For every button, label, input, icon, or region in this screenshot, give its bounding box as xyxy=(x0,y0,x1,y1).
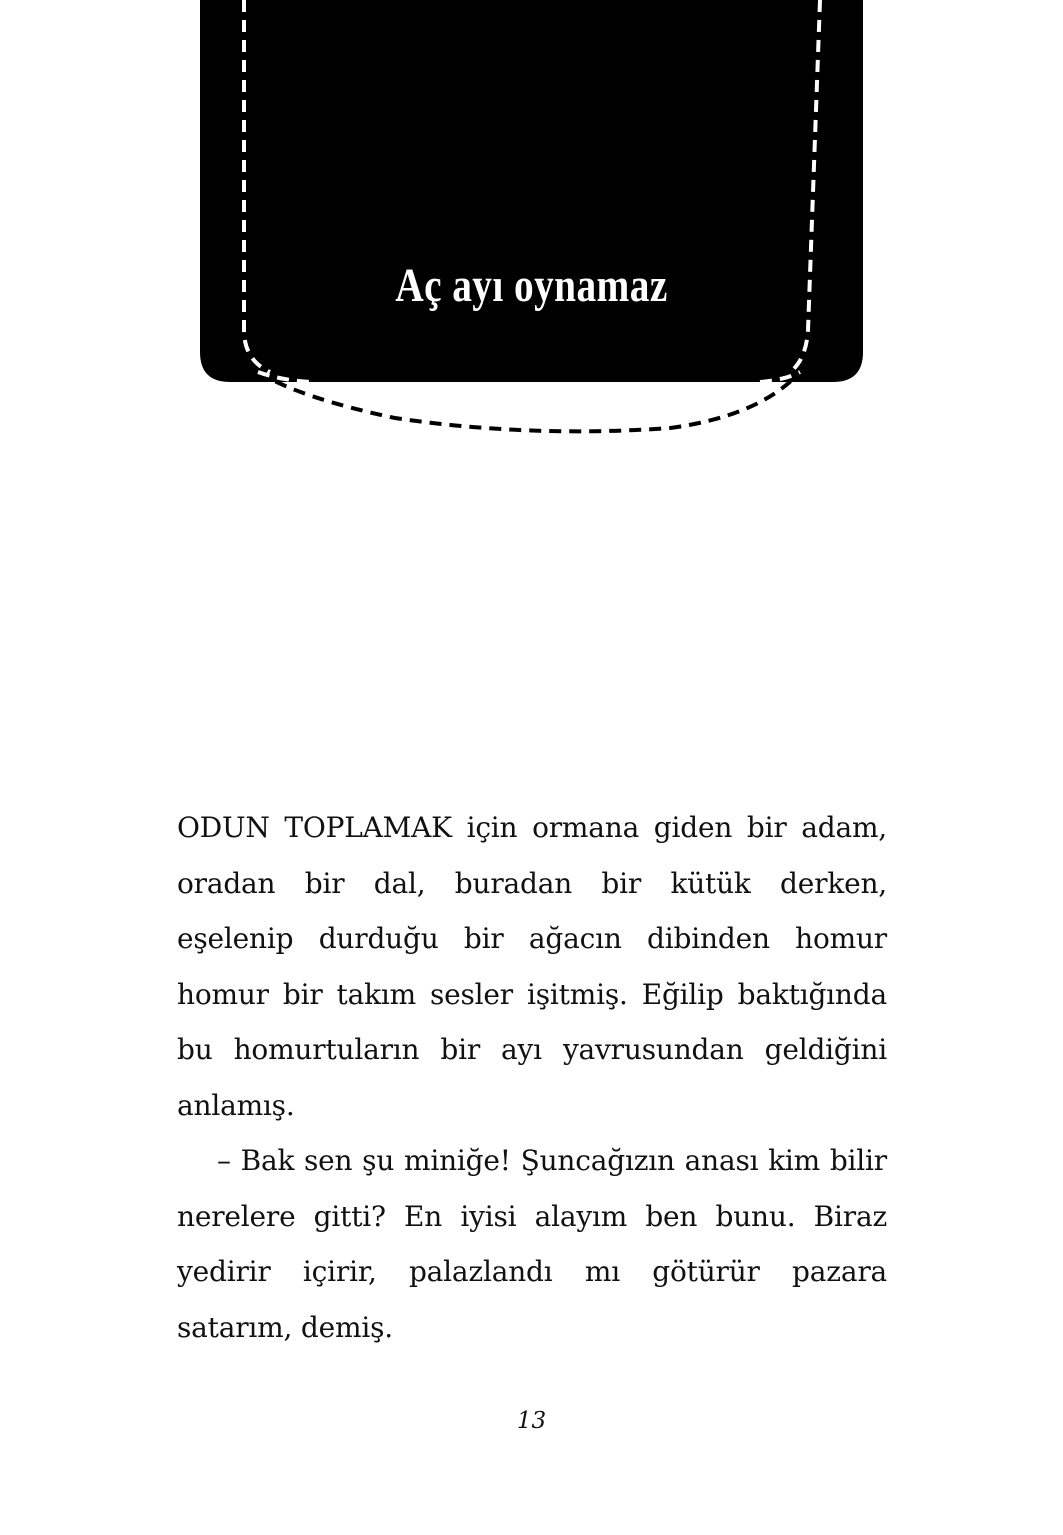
story-text xyxy=(177,800,887,1355)
paragraph: – Bak sen şu miniğe! Şuncağızın anası kim bilir nerelere gitti? En iyisi alayım ben bunu. Biraz yedirir içirir, palazlandı mı götürür pazara satarım, demiş. xyxy=(177,1144,887,1344)
chapter-title: Aç ayı oynamaz xyxy=(395,259,668,312)
paragraph: ODUN TOPLAMAK için ormana giden bir adam, oradan bir dal, buradan bir kütük derken, eşelenip durduğu bir ağacın dibinden homur homur bir takım sesler işitmiş. Eğilip baktığında bu homurtuların bir ayı yavrusundan geldiğini anlamış. xyxy=(177,811,887,1122)
banner-background xyxy=(200,0,863,382)
chapter-banner xyxy=(0,0,1063,445)
page-number: 13 xyxy=(516,1408,547,1434)
